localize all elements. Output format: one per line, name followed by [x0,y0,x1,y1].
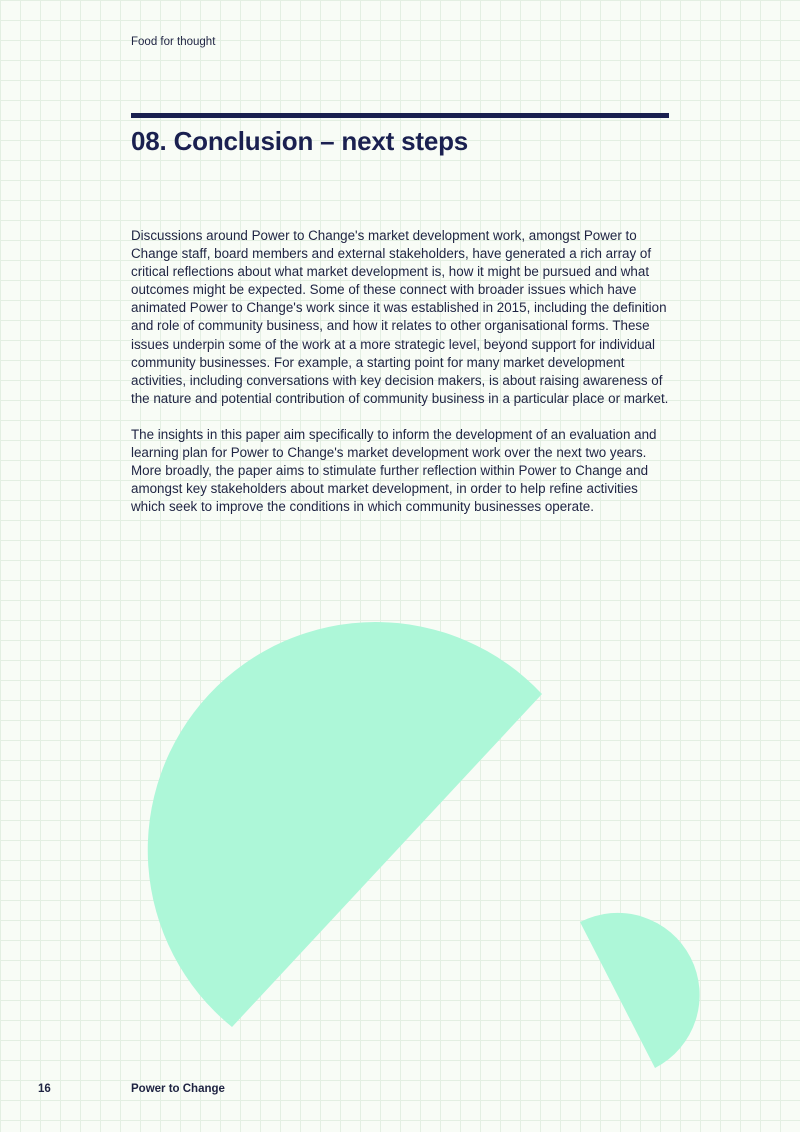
paragraph-1: Discussions around Power to Change's market development work, amongst Power to Change staff, board members and external stakeholders, have generated a rich array of critical reflections about what market development is, how it might be pursued and what outcomes might be expected. Some of these connect with broader issues which have animated Power to Change's work since it was established in 2015, including the definition and role of community business, and how it relates to other organisational forms. These issues underpin some of the work at a more strategic level, beyond support for individual community businesses. For example, a starting point for many market development activities, including conversations with key decision makers, is about raising awareness of the nature and potential contribution of community business in a particular place or market. [131,228,669,406]
page-title: 08. Conclusion – next steps [131,126,469,156]
page-number: 16 [38,1083,51,1095]
footer-brand: Power to Change [131,1083,225,1095]
large-semicircle-shape [148,622,542,1027]
running-head-title: Food for thought [131,36,216,48]
paragraph-2: The insights in this paper aim specifically to inform the development of an evaluation and learning plan for Power to Change's market development work over the next two years. More broadly, the paper aims to stimulate further reflection within Power to Change and amongst key stakeholders about market development, in order to help refine activities which seek to improve the conditions in which community businesses operate. [131,426,657,515]
small-semicircle-shape [580,913,700,1068]
